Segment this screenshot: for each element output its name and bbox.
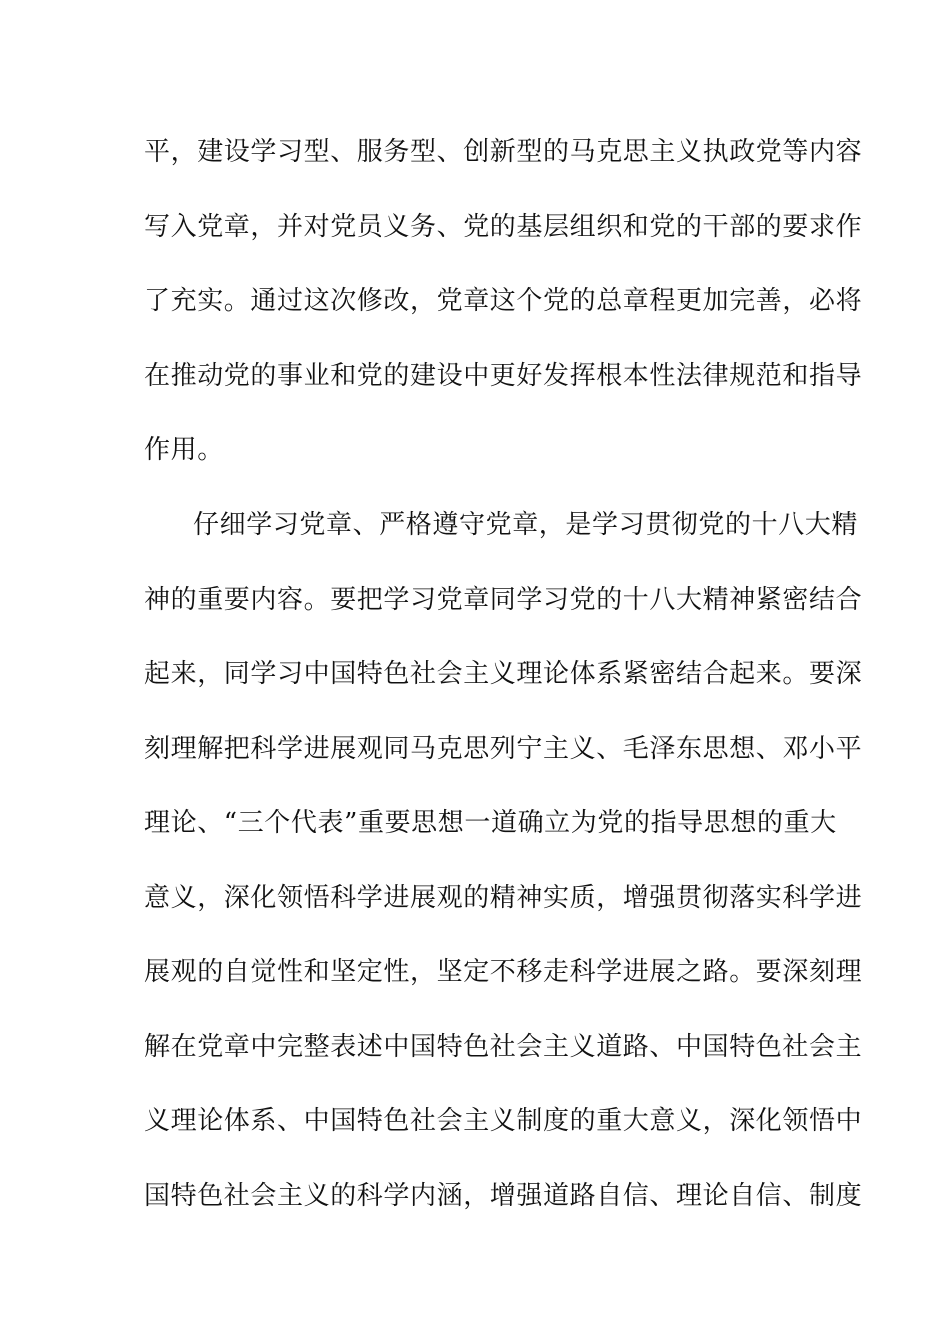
text-line: 意义，深化领悟科学进展观的精神实质，增强贯彻落实科学进 [144,883,863,913]
paragraph-first-line: 仔细学习党章、严格遵守党章，是学习贯彻党的十八大精 [193,510,859,540]
text-line: 国特色社会主义的科学内涵，增强道路自信、理论自信、制度 [144,1181,863,1211]
text-line: 写入党章，并对党员义务、党的基层组织和党的干部的要求作 [144,212,863,242]
text-line: 在推动党的事业和党的建设中更好发挥根本性法律规范和指导 [144,361,863,391]
text-line: 作用。 [144,435,224,465]
text-line: 平，建设学习型、服务型、创新型的马克思主义执政党等内容 [144,137,863,167]
text-line: 刻理解把科学进展观同马克思列宁主义、毛泽东思想、邓小平 [144,734,863,764]
text-line: 了充实。通过这次修改，党章这个党的总章程更加完善，必将 [144,286,863,316]
text-line: 解在党章中完整表述中国特色社会主义道路、中国特色社会主 [144,1032,863,1062]
text-line: 神的重要内容。要把学习党章同学习党的十八大精神紧密结合 [144,585,863,615]
text-line: 起来，同学习中国特色社会主义理论体系紧密结合起来。要深 [144,659,863,689]
text-line: 理论、“三个代表”重要思想一道确立为党的指导思想的重大 [144,808,837,838]
text-line: 义理论体系、中国特色社会主义制度的重大意义，深化领悟中 [144,1106,863,1136]
text-line: 展观的自觉性和坚定性，坚定不移走科学进展之路。要深刻理 [144,957,863,987]
